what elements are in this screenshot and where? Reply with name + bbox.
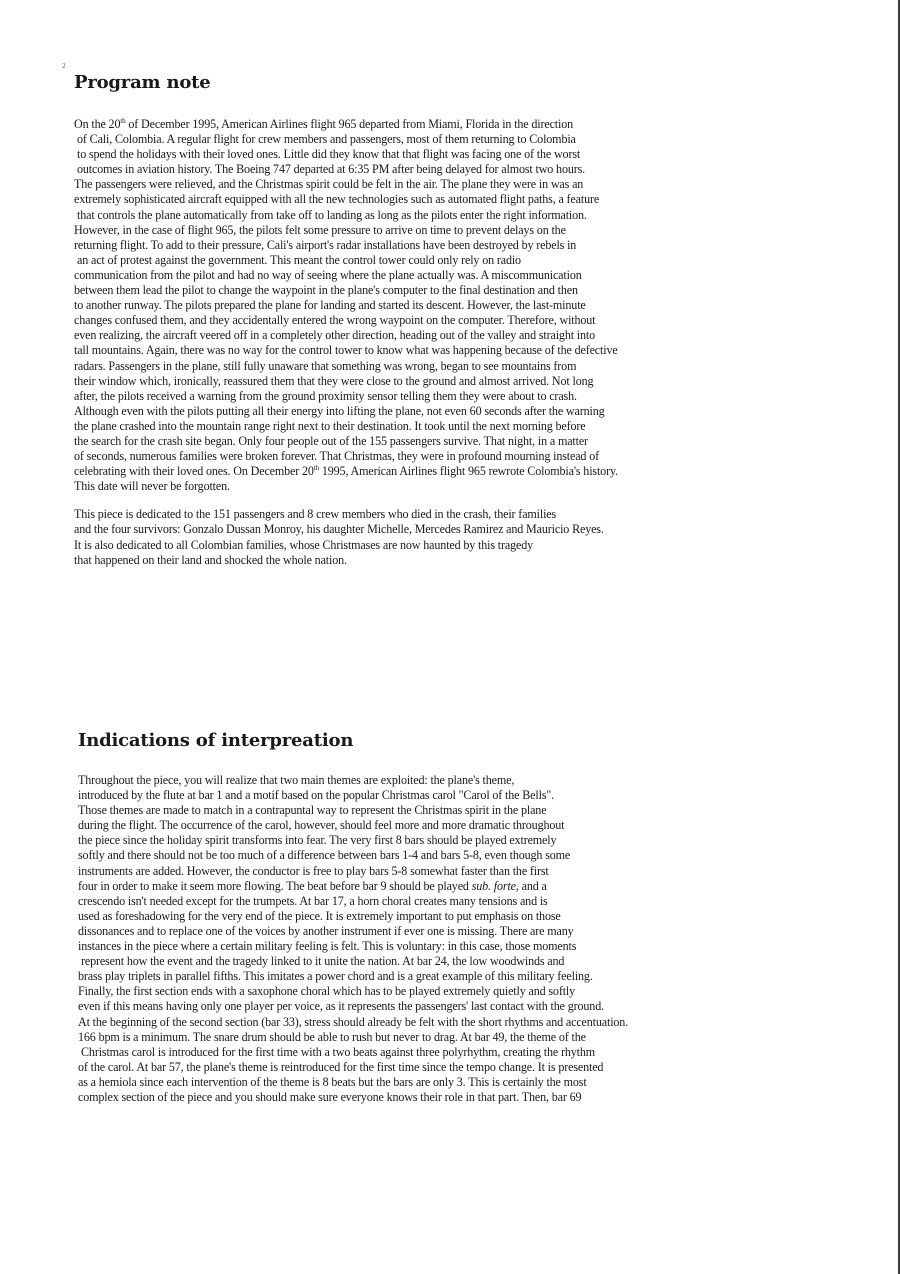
text-line: between them lead the pilot to change the waypoint in the plane's computer to the final destination and then: [74, 283, 578, 298]
text-line: On the 20th of December 1995, American Airlines flight 965 departed from Miami, Florida in the direction: [74, 116, 574, 131]
text-line: of seconds, numerous families were broken forever. That Christmas, they were in profound mourning instead of: [74, 449, 599, 464]
interpretation-section: [78, 730, 798, 1118]
text-line: that happened on their land and shocked the whole nation.: [74, 552, 347, 567]
text-line: of Cali, Colombia. A regular flight for crew members and passengers, most of them returning to Colombia: [77, 132, 576, 147]
text-line: outcomes in aviation history. The Boeing 747 departed at 6:35 PM after being delayed for almost two hours.: [77, 162, 586, 177]
text-line: crescendo isn't needed except for the trumpets. At bar 17, a horn choral creates many tensions and is: [78, 893, 548, 908]
text-line: even if this means having only one player per voice, as it represents the passengers' last contact with the ground.: [78, 999, 604, 1014]
text-line: This piece is dedicated to the 151 passengers and 8 crew members who died in the crash, their families: [74, 507, 557, 522]
text-line: represent how the event and the tragedy linked to it unite the nation. At bar 24, the low woodwinds and: [81, 954, 565, 969]
text-line: to spend the holidays with their loved ones. Little did they know that that flight was facing one of the worst: [77, 147, 581, 162]
text-line: the search for the crash site began. Only four people out of the 155 passengers survive. That night, in a matter: [74, 433, 588, 448]
text-line: of the carol. At bar 57, the plane's theme is reintroduced for the first time since the tempo change. It is presented: [78, 1059, 604, 1074]
text-line: celebrating with their loved ones. On December 20th 1995, American Airlines flight 965 rewrote Colombia's history.: [74, 464, 618, 479]
program-note-paragraph-1: [74, 117, 794, 494]
text-line: even realizing, the aircraft veered off in a completely other direction, heading out of the valley and straight into: [74, 328, 596, 343]
text-line: This date will never be forgotten.: [74, 479, 230, 494]
text-line: as a hemiola since each intervention of the theme is 8 beats but the bars are only 3. This is certainly the most: [78, 1074, 587, 1089]
text-line: their window which, ironically, reassured them that they were close to the ground and almost arrived. Not long: [74, 373, 594, 388]
text-line: extremely sophisticated aircraft equipped with all the new technologies such as automated flight paths, a feature: [74, 192, 600, 207]
text-line: Throughout the piece, you will realize that two main themes are exploited: the plane's theme,: [78, 773, 515, 787]
text-line: radars. Passengers in the plane, still fully unaware that something was wrong, began to see mountains from: [74, 358, 577, 373]
text-line: communication from the pilot and had no way of seeing where the plane actually was. A miscommunication: [74, 267, 582, 282]
program-note-heading: Program note: [74, 72, 211, 93]
text-line: introduced by the flute at bar 1 and a motif based on the popular Christmas carol "Carol of the Bells".: [78, 788, 555, 803]
interpretation-heading: Indications of interpreation: [78, 730, 354, 751]
text-line: However, in the case of flight 965, the pilots felt some pressure to arrive on time to prevent delays on the: [74, 222, 566, 237]
text-line: during the flight. The occurrence of the carol, however, should feel more and more dramatic throughout: [78, 818, 565, 833]
text-line: that controls the plane automatically from take off to landing as long as the pilots enter the right information.: [77, 207, 587, 222]
page-number: 2: [62, 62, 66, 70]
text-line: after, the pilots received a warning from the ground proximity sensor telling them they were about to crash.: [74, 388, 577, 403]
text-line: the plane crashed into the mountain range right next to their destination. It took until the next morning before: [74, 418, 586, 433]
text-line: instances in the piece where a certain military feeling is felt. This is voluntary: in this case, those moments: [78, 939, 577, 954]
text-line: returning flight. To add to their pressure, Cali's airport's radar installations have been destroyed by rebels in: [74, 237, 577, 252]
text-line: the piece since the holiday spirit transforms into fear. The very first 8 bars should be played extremely: [78, 833, 557, 848]
interpretation-paragraph: [78, 773, 798, 1105]
text-line: four in order to make it seem more flowing. The beat before bar 9 should be played sub. forte, and a: [78, 878, 547, 893]
text-line: tall mountains. Again, there was no way for the control tower to know what was happening because of the defective: [74, 343, 618, 358]
text-line: Although even with the pilots putting all their energy into lifting the plane, not even 60 seconds after the warning: [74, 403, 605, 418]
text-line: Christmas carol is introduced for the first time with a two beats against three polyrhythm, creating the rhythm: [81, 1044, 595, 1059]
program-note-paragraph-2: [74, 507, 794, 567]
text-line: softly and there should not be too much of a difference between bars 1-4 and bars 5-8, even though some: [78, 848, 571, 863]
text-line: changes confused them, and they accidentally entered the wrong waypoint on the computer. Therefore, without: [74, 313, 596, 328]
text-line: The passengers were relieved, and the Christmas spirit could be felt in the air. The plane they were in was an: [74, 177, 584, 192]
text-line: instruments are added. However, the conductor is free to play bars 5-8 somewhat faster than the first: [78, 863, 549, 878]
text-line: used as foreshadowing for the very end of the piece. It is extremely important to put emphasis on those: [78, 908, 561, 923]
text-line: and the four survivors: Gonzalo Dussan Monroy, his daughter Michelle, Mercedes Ramirez and Mauricio Reyes.: [74, 522, 604, 537]
text-line: Finally, the first section ends with a saxophone choral which has to be played extremely quietly and softly: [78, 984, 576, 999]
text-line: Those themes are made to match in a contrapuntal way to represent the Christmas spirit in the plane: [78, 803, 547, 818]
program-note-section: [74, 72, 794, 581]
text-line: dissonances and to replace one of the voices by another instrument if ever one is missing. There are many: [78, 923, 574, 938]
text-line: It is also dedicated to all Colombian families, whose Christmases are now haunted by this tragedy: [74, 537, 534, 552]
text-line: an act of protest against the government. This meant the control tower could only rely on radio: [77, 252, 521, 267]
text-line: brass play triplets in parallel fifths. This imitates a power chord and is a great example of this military feeling.: [78, 969, 593, 984]
text-line: to another runway. The pilots prepared the plane for landing and started its descent. However, the last-minute: [74, 298, 586, 313]
text-line: 166 bpm is a minimum. The snare drum should be able to rush but never to drag. At bar 49, the theme of the: [78, 1029, 586, 1044]
text-line: complex section of the piece and you should make sure everyone knows their role in that part. Then, bar 69: [78, 1089, 582, 1104]
text-line: At the beginning of the second section (bar 33), stress should already be felt with the short rhythms and accentuation.: [78, 1014, 629, 1029]
